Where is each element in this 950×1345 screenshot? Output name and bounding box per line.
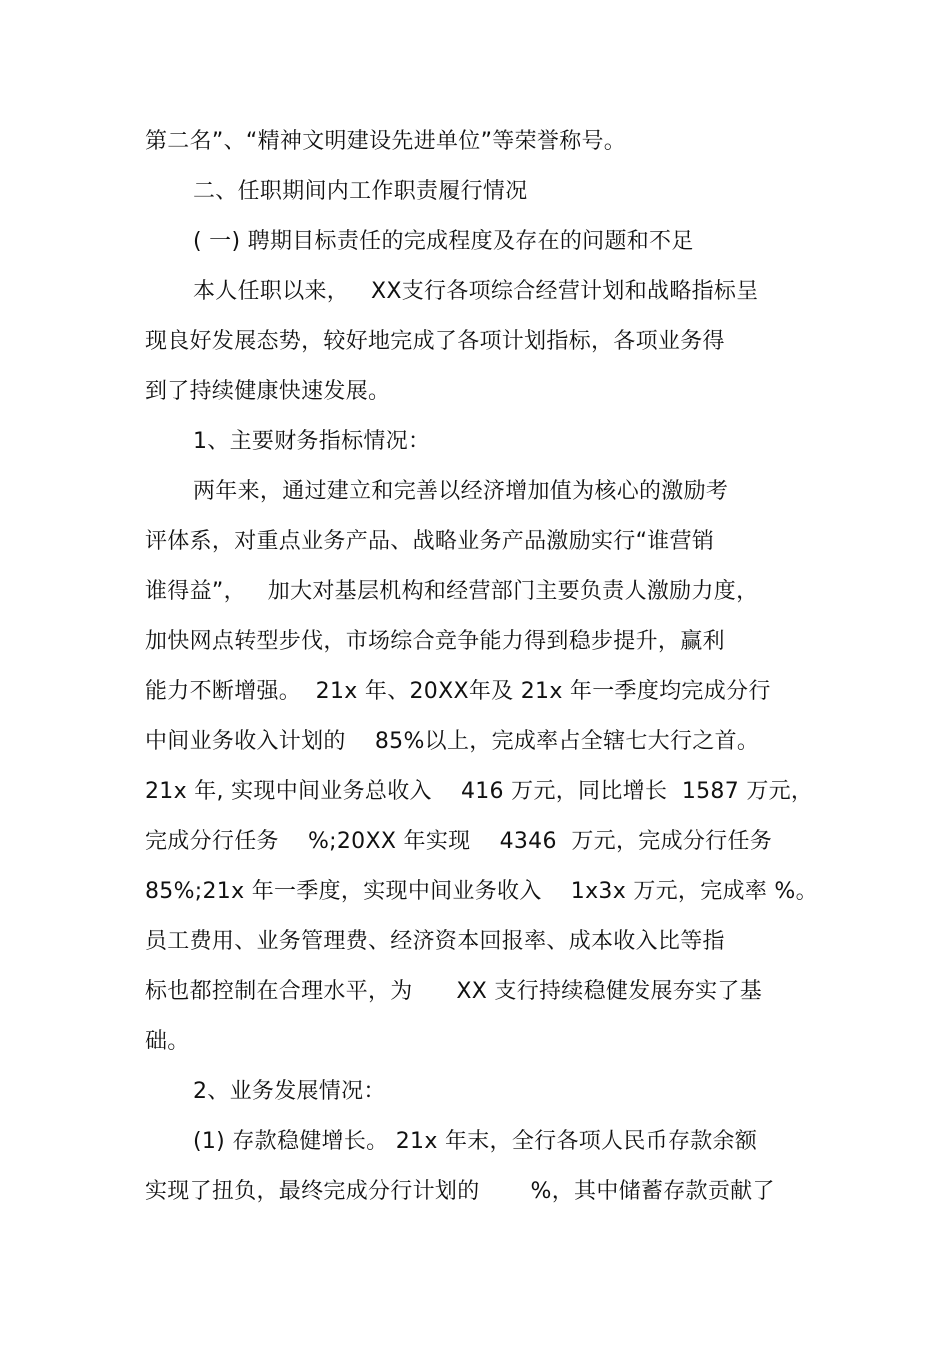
text-line-15: 完成分行任务 %;20XX 年实现 4346 万元，完成分行任务 (145, 829, 773, 854)
text-line-19: 础。 (145, 1029, 190, 1054)
text-line-8: 两年来，通过建立和完善以经济增加值为核心的激励考 (193, 479, 729, 504)
text-line-16: 85%;21x 年一季度，实现中间业务收入 1x3x 万元，完成率 %。 (145, 879, 818, 904)
text-line-4: 本人任职以来， XX支行各项综合经营计划和战略指标呈 (193, 279, 759, 304)
text-line-6: 到了持续健康快速发展。 (145, 379, 391, 404)
subsection-heading-1: ( 一) 聘期目标责任的完成程度及存在的问题和不足 (193, 229, 694, 254)
text-line-17: 员工费用、业务管理费、经济资本回报率、成本收入比等指 (145, 929, 725, 954)
item-heading-business: 2、业务发展情况： (193, 1079, 386, 1104)
item-heading-financial: 1、主要财务指标情况： (193, 429, 431, 454)
text-line-10: 谁得益”， 加大对基层机构和经营部门主要负责人激励力度， (145, 579, 759, 604)
text-line-9: 评体系，对重点业务产品、战略业务产品激励实行“谁营销 (145, 529, 715, 554)
text-line-18: 标也都控制在合理水平，为 XX 支行持续稳健发展夯实了基 (145, 979, 762, 1004)
section-heading-2: 二、任职期间内工作职责履行情况 (193, 179, 528, 204)
text-line-5: 现良好发展态势，较好地完成了各项计划指标，各项业务得 (145, 329, 725, 354)
text-line-22: 实现了扭负，最终完成分行计划的 %，其中储蓄存款贡献了 (145, 1179, 775, 1204)
text-line-21: (1) 存款稳健增长。 21x 年末，全行各项人民币存款余额 (193, 1129, 758, 1154)
text-line-12: 能力不断增强。 21x 年、20XX年及 21x 年一季度均完成分行 (145, 679, 771, 704)
text-line-1: 第二名”、“精神文明建设先进单位”等荣誉称号。 (145, 129, 627, 154)
text-line-14: 21x 年, 实现中间业务总收入 416 万元，同比增长 1587 万元， (145, 779, 814, 804)
text-line-11: 加快网点转型步伐，市场综合竞争能力得到稳步提升，赢利 (145, 629, 725, 654)
text-line-13: 中间业务收入计划的 85%以上，完成率占全辖七大行之首。 (145, 729, 760, 754)
